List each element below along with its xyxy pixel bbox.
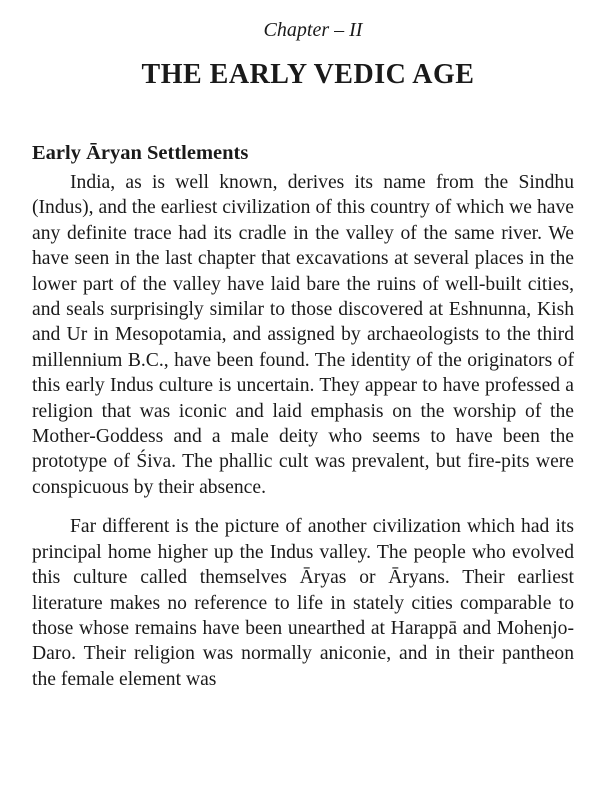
body-paragraph-2: Far different is the picture of another civilization which had its principal home higher up the Indus valley. The people who evolved this culture called themselves Āryas or Āryans. Their earliest literature makes no reference to life in stately cities comparable to those whose remains have been unearthed at Harappā and Mohenjo-Daro. Their religion was normally aniconie, and in their pantheon the female element was [32, 516, 574, 690]
chapter-title: THE EARLY VEDIC AGE [141, 59, 475, 90]
body-paragraph-1: India, as is well known, derives its name from the Sindhu (Indus), and the earliest civilization of this country of which we have any definite trace had its cradle in the valley of the same river. We have seen in the last chapter that excavations at several places in the lower part of the valley have laid bare the ruins of well-built cities, and seals surprisingly similar to those discovered at Eshnunna, Kish and Ur in Mesopotamia, and assigned by archaeologists to the third millennium B.C., have been found. The identity of the originators of this early Indus culture is uncertain. They appear to have professed a religion that was iconic and laid emphasis on the worship of the Mother-Goddess and a male deity who seems to have been the prototype of Śiva. The phallic cult was prevalent, but fire-pits were conspicuous by their absence. [32, 172, 574, 498]
section-heading: Early Āryan Settlements [32, 142, 249, 164]
chapter-label: Chapter – II [263, 19, 363, 41]
